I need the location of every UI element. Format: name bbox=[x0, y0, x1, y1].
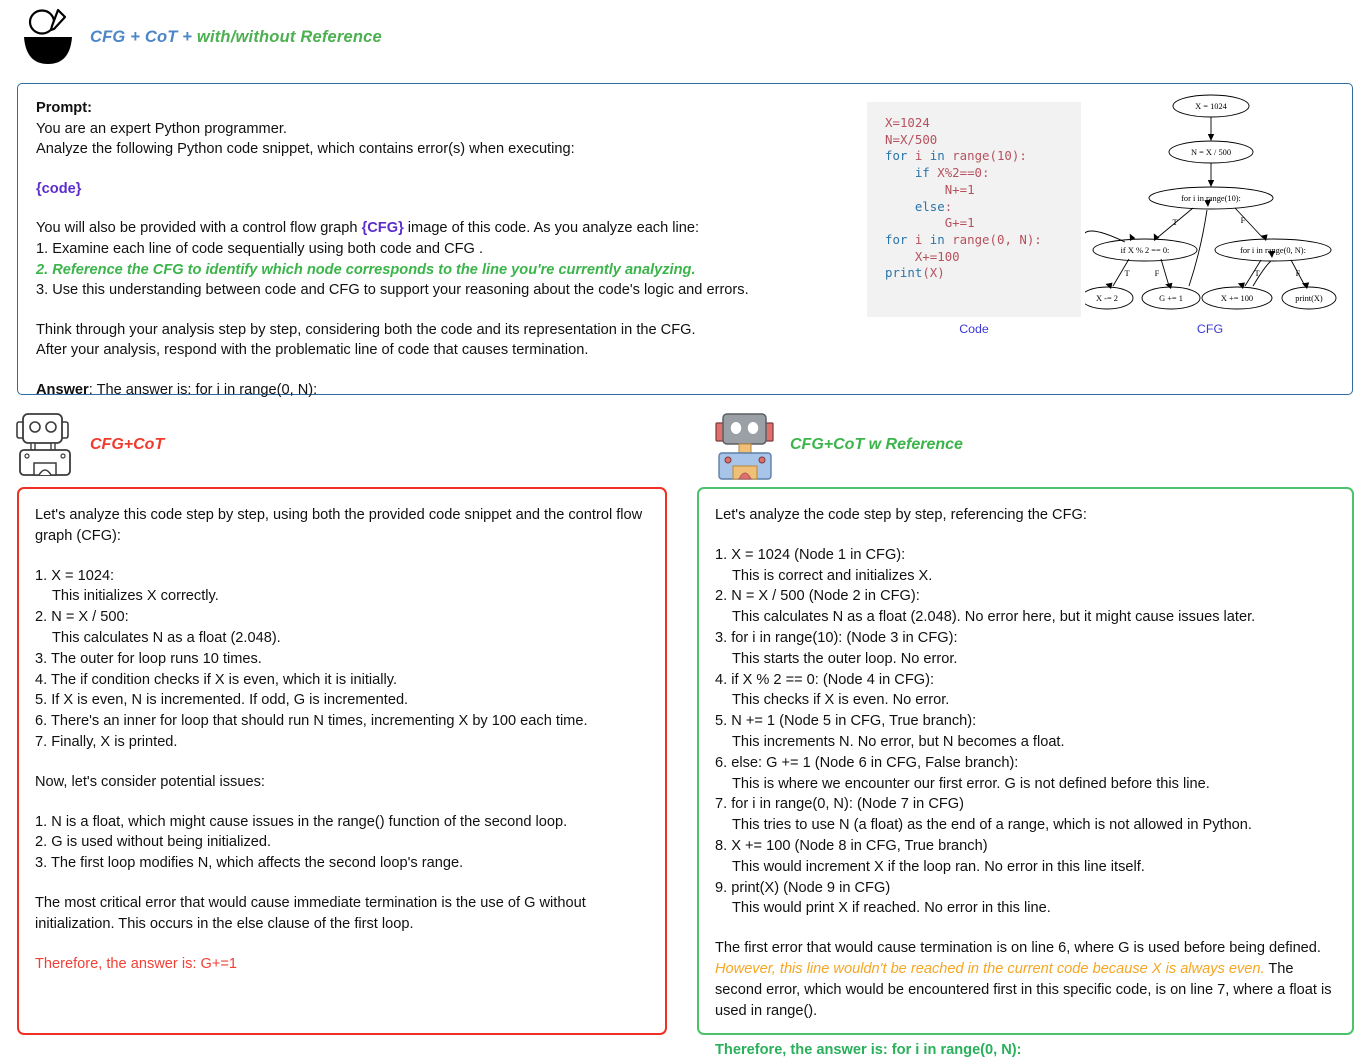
right-step-7-body: This tries to use N (a float) as the end of a range, which is not allowed in Python. bbox=[732, 817, 1252, 834]
right-step-2-body: This calculates N as a float (2.048). No error here, but it might cause issues later. bbox=[732, 609, 1256, 626]
right-step-1-body: This is correct and initializes X. bbox=[732, 567, 933, 584]
person-with-pencil-icon bbox=[18, 8, 80, 66]
cfg-node-6: G += 1 bbox=[1159, 294, 1183, 303]
right-step-1-head: 1. X = 1024 (Node 1 in CFG): bbox=[715, 546, 906, 563]
prompt-answer bbox=[36, 380, 863, 401]
cfg-edge-label-f2: F bbox=[1154, 269, 1160, 278]
prompt-line-1: You are an expert Python programmer. bbox=[36, 120, 287, 137]
prompt-item-2: 2. Reference the CFG to identify which node corresponds to the line you're currently analyzing. bbox=[36, 261, 696, 278]
left-step-2: 2. N = X / 500: bbox=[35, 609, 129, 626]
page-title-part2: with/without Reference bbox=[196, 27, 382, 46]
right-step-8-body: This would increment X if the loop ran. No error in this line itself. bbox=[732, 858, 1145, 875]
robot-outline-icon bbox=[14, 410, 80, 480]
left-issue-1: 1. N is a float, which might cause issues in the range() function of the second loop. bbox=[35, 813, 568, 830]
cfg-node-7: for i in range(0, N): bbox=[1240, 246, 1306, 255]
right-step-3-body: This starts the outer loop. No error. bbox=[732, 650, 958, 667]
right-step-4-head: 4. if X % 2 == 0: (Node 4 in CFG): bbox=[715, 671, 934, 688]
page-title bbox=[90, 28, 382, 47]
left-step-2-body: This calculates N as a float (2.048). bbox=[52, 629, 281, 646]
figure-panel bbox=[863, 84, 1343, 394]
code-snippet: X=1024 N=X/500 for i in range(10): if X%2==0: N+=1 else: G+=1 for i in range(0, N): X+=100 print(X) bbox=[885, 115, 1042, 281]
right-panel-title: CFG+CoT w Reference bbox=[790, 436, 963, 453]
prompt-line-5: After your analysis, respond with the problematic line of code that causes termination. bbox=[36, 342, 589, 359]
left-panel-header bbox=[14, 410, 164, 480]
cfg-node-5: X -= 2 bbox=[1096, 294, 1118, 303]
left-panel-title: CFG+CoT bbox=[90, 436, 165, 453]
right-step-8-head: 8. X += 100 (Node 8 in CFG, True branch) bbox=[715, 837, 988, 854]
cfg-edge-label-f3: F bbox=[1295, 269, 1301, 278]
cfg-edge-label-t2: T bbox=[1124, 269, 1130, 278]
cfg-node-4: if X % 2 == 0: bbox=[1120, 246, 1170, 255]
cfg-graph bbox=[1085, 90, 1337, 320]
cfg-node-3: for i in range(10): bbox=[1181, 194, 1241, 203]
left-issues-header: Now, let's consider potential issues: bbox=[35, 773, 265, 790]
right-step-5-body: This increments N. No error, but N becomes a float. bbox=[732, 733, 1065, 750]
right-answer-panel bbox=[697, 487, 1354, 1059]
right-conclusion bbox=[715, 938, 1336, 1021]
prompt-line-3a: You will also be provided with a control flow graph bbox=[36, 220, 362, 237]
right-step-3-head: 3. for i in range(10): (Node 3 in CFG): bbox=[715, 629, 958, 646]
prompt-answer-text: : The answer is: for i in range(0, N): bbox=[88, 381, 318, 398]
right-step-4-body: This checks if X is even. No error. bbox=[732, 692, 950, 709]
prompt-item-3: 3. Use this understanding between code and CFG to support your reasoning about the code's logic and errors. bbox=[36, 282, 749, 299]
left-step-6: 6. There's an inner for loop that should run N times, incrementing X by 100 each time. bbox=[35, 713, 588, 730]
prompt-text bbox=[18, 84, 863, 398]
right-step-6-body: This is where we encounter our first error. G is not defined before this line. bbox=[732, 775, 1210, 792]
left-step-1: 1. X = 1024: bbox=[35, 567, 115, 584]
left-step-5: 5. If X is even, N is incremented. If odd, G is incremented. bbox=[35, 692, 409, 709]
right-step-7-head: 7. for i in range(0, N): (Node 7 in CFG) bbox=[715, 796, 964, 813]
cfg-caption: CFG bbox=[1196, 322, 1224, 336]
left-step-1-body: This initializes X correctly. bbox=[52, 588, 219, 605]
right-conclusion-highlight: However, this line wouldn't be reached in the current code because X is always even. bbox=[715, 960, 1265, 977]
left-issue-3: 3. The first loop modifies N, which affects the second loop's range. bbox=[35, 855, 464, 872]
cfg-node-9: print(X) bbox=[1295, 294, 1323, 303]
prompt-panel bbox=[17, 83, 1353, 398]
cfg-node-8: X += 100 bbox=[1220, 294, 1254, 303]
page-header bbox=[18, 6, 382, 68]
right-step-5-head: 5. N += 1 (Node 5 in CFG, True branch): bbox=[715, 713, 977, 730]
page-title-part1: CFG + CoT + bbox=[90, 27, 197, 46]
code-caption: Code bbox=[959, 322, 989, 336]
right-conclusion-a: The first error that would cause termination is on line 6, where G is used before being defined. bbox=[715, 940, 1321, 957]
right-final-answer: Therefore, the answer is: for i in range(0, N): bbox=[715, 1042, 1022, 1059]
left-intro: Let's analyze this code step by step, using both the provided code snippet and the control flow graph (CFG): bbox=[35, 507, 643, 544]
prompt-line-3 bbox=[36, 218, 863, 239]
left-step-7: 7. Finally, X is printed. bbox=[35, 733, 178, 750]
prompt-line-4: Think through your analysis step by step, considering both the code and its representation in the CFG. bbox=[36, 321, 696, 338]
left-final-answer: Therefore, the answer is: G+=1 bbox=[35, 955, 237, 972]
prompt-line-2: Analyze the following Python code snippet, which contains error(s) when executing: bbox=[36, 141, 575, 158]
left-step-4: 4. The if condition checks if X is even, which it is initially. bbox=[35, 671, 398, 688]
right-panel-header bbox=[714, 410, 963, 480]
prompt-item-1: 1. Examine each line of code sequentially using both code and CFG . bbox=[36, 240, 484, 257]
prompt-label: Prompt: bbox=[36, 100, 92, 116]
prompt-answer-label: Answer bbox=[36, 381, 89, 398]
cfg-edge-label-f1: F bbox=[1240, 216, 1246, 225]
right-step-6-head: 6. else: G += 1 (Node 6 in CFG, False branch): bbox=[715, 754, 1019, 771]
right-step-9-body: This would print X if reached. No error in this line. bbox=[732, 900, 1051, 917]
left-answer-panel bbox=[17, 487, 667, 1035]
cfg-node-2: N = X / 500 bbox=[1190, 148, 1232, 157]
cfg-edge-label-t3: T bbox=[1254, 269, 1260, 278]
code-snippet-card bbox=[867, 102, 1081, 317]
right-conclusion-b: The second error, which would be encountered first in this specific code, is on line 7, where a float is used in range(). bbox=[715, 960, 1332, 1019]
right-intro: Let's analyze the code step by step, referencing the CFG: bbox=[715, 507, 1087, 523]
cfg-edge-label-t1: T bbox=[1172, 218, 1178, 227]
right-step-2-head: 2. N = X / 500 (Node 2 in CFG): bbox=[715, 588, 920, 605]
left-conclusion: The most critical error that would cause immediate termination is the use of G without initialization. This occurs in the else clause of the first loop. bbox=[35, 894, 586, 932]
left-step-3: 3. The outer for loop runs 10 times. bbox=[35, 650, 262, 667]
prompt-cfg-token: {CFG} bbox=[361, 220, 404, 237]
prompt-line-3b: image of this code. As you analyze each line: bbox=[403, 220, 700, 237]
left-issue-2: 2. G is used without being initialized. bbox=[35, 834, 272, 851]
cfg-node-1: X = 1024 bbox=[1195, 102, 1227, 111]
prompt-code-placeholder: {code} bbox=[36, 180, 82, 197]
robot-color-icon bbox=[714, 410, 780, 480]
right-step-9-head: 9. print(X) (Node 9 in CFG) bbox=[715, 879, 891, 896]
